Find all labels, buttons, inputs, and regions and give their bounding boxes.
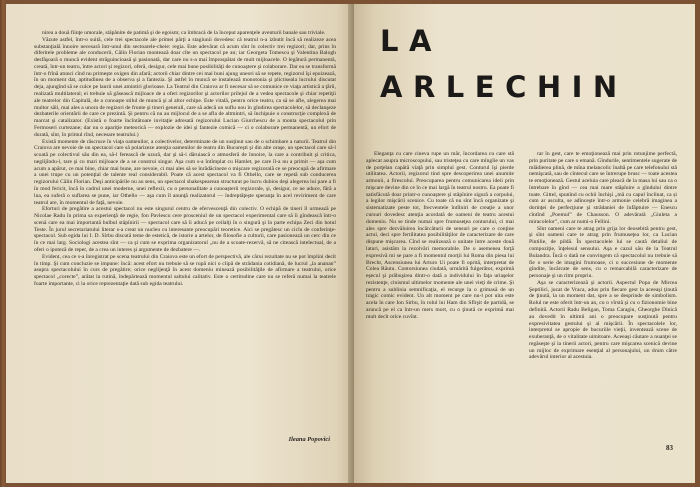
title-line-1: LA [380,24,442,58]
title-line-2: ARLECHIN [380,70,628,104]
author-signature: Ileana Popovici [288,436,330,443]
right-page [354,4,695,483]
column-2-paragraph: Aşa se caracterizează şi actorii. Aspectul Popa de Mircea Şeptilici, jucat de Vraca, adus prin fiecare gest la aceeaşi ţinută de ţinută, la un moment dat, spre a se desprinde de simbolism. Rolul ne este oferit într-un an, cu o vîrstă şi cu o fizionomie bine definită. Actorii Radu Beligan, Toma Caragiu, Gheorghe Dinică au dovedit în ultimii ani o preocupare susţinută pentru expresivitatea gestului şi al mişcării. În spectacolele lor, interpretul se apropie de bucuriile vieţii, inventează scene de exuberanţă, de o vitalitate uimitoare. Aceeaşi căutare a nuanţei se regăseşte şi la tinerii actori, pentru care mişcarea scenică devine un mijloc de exprimare esenţial al personajului, un drum către adevărul interior al acestuia. [529,279,677,361]
left-paragraph: Există momente de răscruce în viaţa oamenilor, a colectivelor, determinate de un susţinut sau de o schimbare a naturii. Teatrul din Craiova are nevoie de un spectacol care să polarizeze atenţia oamenilor de teatru din Bucureşti şi din alte oraşe, un spectacol care să-l scoată pe colectivul său din ea, să-l ferească de uzură, dar şi să-i dăruiască o atmosferă de înnoire, la care a contribuit şi critica, neglijîndu-l, tare şi cu mari mijloace de a se construi singur. Aşa cum s-a întîmplat cu Hamlet, pe care îl-a nu a primit — aşa cum acum a apărut, ce mai bine, chiar mai bune, are nevoie, ci mai ales să se înrădăcineze o mişcare regizorală ce se preocupă de afirmare a unei trupe cu un potenţial de talente real considerabil. Poate că acest spectacol va fi Othello, care se repetă sub conducerea regizorului Călin Florian. Deşi anticipările nu au sens, un spectacol shakespearean structurat pe lucru dubios deşi alegerea lui pare a fi în mod fericit, încă în cadrul unei moderne, unei reflexii, cu o personalitate a cunoaşterii regizorale, şi, desigur, ce ne aduce, fără a lua, ea suferă o suflarea se pune, iar Othello — aşa cum îl anunţă realizatorul — îndreptăţeşte speranţa în acel reviriment de care teatrul are, în momentul de faţă, nevoie. [34,138,336,206]
left-paragraph: Văzute astfel, într-o suită, cele trei spectacole ale primei părţi a stagiunii dovedesc că teatrul n-a izbutit încă să realizeze acea substanţială înnoire necesară într-unul din sectoarele-cheie: regia. Este adevărat că acum sînt în colectiv trei regizori; dar, prins în diferitele probleme ale conducerii, Călin Florian montează doar cîte un spectacol pe an; iar Georgeta Tomescu şi Valentina Balogh desfăşoară o muncă evident străguincioasă şi pasionată, dar care nu s-a mai împrospătat de mult mijloacele. O legătură permanentă, creată, într-un teatru, între actori şi regizori, oferă, desigur, cele mai bune posibilităţi de cunoaştere şi colaborare. Dar ea se transformă într-o frînă atunci cînd nu primeşte oxigen din afară; actorii chiar dintre cei mai buni ajung uneori să se repete, regizorul îşi epuizează, în un moment dat, aptitudinea de a observa şi a fantezia. Şi astfel în muncă se instalează monotonia şi plictiseala lucrului discutat deja, ajungînd să se culce pe laurii unei amintiri glorioase. La Teatrul din Craiova ar fi necesar să se comunice ce viaţa artistică a ţării, realizată multilateral; ei trebuie să găsească mijloace de a oferi regizorilor şi actorilor prilejul de a vedea spectacole şi chiar repetiţii ale teatrelor din Capitală, de a cunoaşte stilul de muncă şi al altor echipe. Este vitală, pentru orice teatru, ca să se afle, alegerea mai multor săli, mai ales a unora de regizori de frunte şi tineri generali, care să adecă un suflu nou în gîndirea spectacolelor, să declanşeze dezbaterile orientării de care ce prezintă. Şi pentru că nu au mijlocul de a se afla de altmintri, să închipuie o construcţie complexă de marcat şi catalizator. (Există o foarte încîntătoare invitaţie adresată regizorului Lucian Giurchescu de a monta spectacolul prin Fermoseri curtezane; dar nu o apariţie meteorică — explozie de idei şi fantezie comică — ci o colaborare permanentă, un efort de durată, sînt, în primul rînd, necesare teatrului.) [34,36,336,138]
page-number: 83 [666,444,673,452]
article-title [380,26,670,102]
left-paragraph: nirea a două fiinţe umorale, stăpânite de patimă şi de egoism; ca îmbracă de la început aparenţele aventurii banale sau triviale. [42,30,326,36]
right-page-column-2 [529,151,677,447]
left-paragraph: Eforturi de pregătire a acestui spectacol nu este singurul centru de efervescenţă din colectiv. O echipă de tineri îl urmează pe Nicolae Radu în prima sa experienţă de regie, fon Pavlescu cere prosceniul de un spectacol experimental care să îi gîndească într-o scenă care ea mai importantă bulbul stăpînirii — spectacol care să îi aducă pe ceilalţi în o singură şi în parte echipa Zeci din hotul Teste. În jurul secretariatului literar s-a creat un nucleu cu interesante preocupări teoretice. Aici se pregătesc un ciclu de conferinţe-spectacol. Sub egida lui I. D. Sîrbu discută teme de estetică, de istorie a artelor, de filosofie a culturii, care pasionează un cerc din ce în ce mai larg. Sociologi acestea sînt — ca şi cum se exprima organizatorul „nu de a scoate-rezervă, să ne citească intelectual, de a oferi o ipoteză de reper, de a crea un interes şi argumente de dezbatere —. [34,206,336,253]
column-2-paragraph: rar în gest, care te emoţionează mai prin rotunjime perfectă, prin puritate pe care o emană. Gîndurile, sentimentele sugerate de mlădierea plină, de mîna melancolic înaltă pe care telefonului stă nemişcată, sau de cîntecul care se întrerupe brusc — toate acestea te emoţionează. Gestul aceluia care pleacă de la masa lui sau ca o întrebare în gînd — cea mai mare stăpînire a gîndului dintre toate. Gittel, spunînd cu ochii închişi „mă cu capul înclinat, ca și cum ar asculta, se adînceşte într-o armonie celebră imaginea a dorinţei de perfecţiune şi strădaniei de înfăptuire — Enescu cîntînd „Poemul” de Chausson. O adevărată „Giuleta a miracolelor”, cum ar numi-o Fellini. [529,151,677,225]
left-page-article-text [34,30,336,434]
column-1-paragraph: Eleganţa cu care cineva rupe un măr, încordarea cu care stă aplecat asupra microscopului, sau tristeţea cu care mîngîie un vas de porţelan capătă viaţă prin simplul gest. Conturul îşi pierde utilitatea. Actorii, regizorul tind spre descoperirea unei anumite armonii, a firescului. Preocuparea pentru comunicarea ideii prin mişcare devine din ce în ce mai largă în teatrul nostru. Ea poate fi satisfăcută doar printr-o cunoaştere şi stăpînire sigură a corpului, a legilor mişcării scenice. Cu toate că nu sînt încă organizate şi sistematizate peste tot, frecventele întîlniri de creaţie a unor cursuri dovedesc atenţia acordată de oameni de teatru acestui domeniu. Nu se tinde numai spre frumuseţea conturului, ci mai ales spre dezvăluirea încărcăturii de sensuri pe care o conţine actul, deci spre fertilitatea posibilităţilor de caracterizare de care dispune mişcarea. Cînd se realizează o unitate între aceste două laturi, asistăm la rezolvări memorabile. De o asemenea forţă expresivă mi se pare a fi momentul morţii lui Roma din piesa lui Brecht, Ascensiunea lui Arturo Ui poate fi oprită, interpretat de Colea Răutu. Contorsiunea ciudată, urmărită fulgerător, exprimă eşecul şi prăbuşirea dintr-o dată a individului în faţa uriaşelor rezistenţe, cinismul ultimelor momente ale unei vieţi de crime. Şi pentru a sublinia semnificaţia, el recurge la o grimasă de un tragic comic evident. Un alt moment pe care nu-l pot uita este acela în care Ion Sirbu, în rolul lui Ham din Sfîrşit de partidă, se aruncă pe el ca într-un mers mort, cu o ţinută ce exprimă mai mult decît orice cuvînt. [366,151,514,320]
left-page [6,4,354,483]
column-2-paragraph: Sînt oameni care te atrag prin grija lor deosebită pentru gest, şi sînt oameni care te atrag prin frumuseţea lor, ca Lucian Pintilie, de pildă. În spectacolele lui se caută detaliul de compoziţie, înţelesul sensului. Aşa e cazul său de la Teatrul Bulandra. Încă o dată ne convingem că spectacolul nu trebuie să fie o serie de imagini frumoase, ci o succesiune de momente gîndite, încărcate de sens, cu o remarcabilă caracterizare de personaje şi un ritm propriu. [529,225,677,280]
left-paragraph: Evident, cea ce s-a înregistrat pe scena teatrului din Craiova este un efort de perspectivă, ale cărui rezultate nu se pot împlini decît în timp. Şi cum concluzie se impune: încă: acest efort nu trebuie să se rupă nici o clipă de strădania cotidiană, de lucrul „la ananan” asupra spectacolului în curs de pregătire; orice neglijenţă în acest domeniu minează posibilităţile de afirmare a teatrului, orice spectacol „corecte”, arătat la rutină, îndepărtează momentul saltului calitativ. Este o certitudine care nu se referă numai la teatrele foarte importante, ci la orice reprezentaţie dată sub egida teatrului. [34,253,336,287]
right-page-column-1 [366,151,514,447]
